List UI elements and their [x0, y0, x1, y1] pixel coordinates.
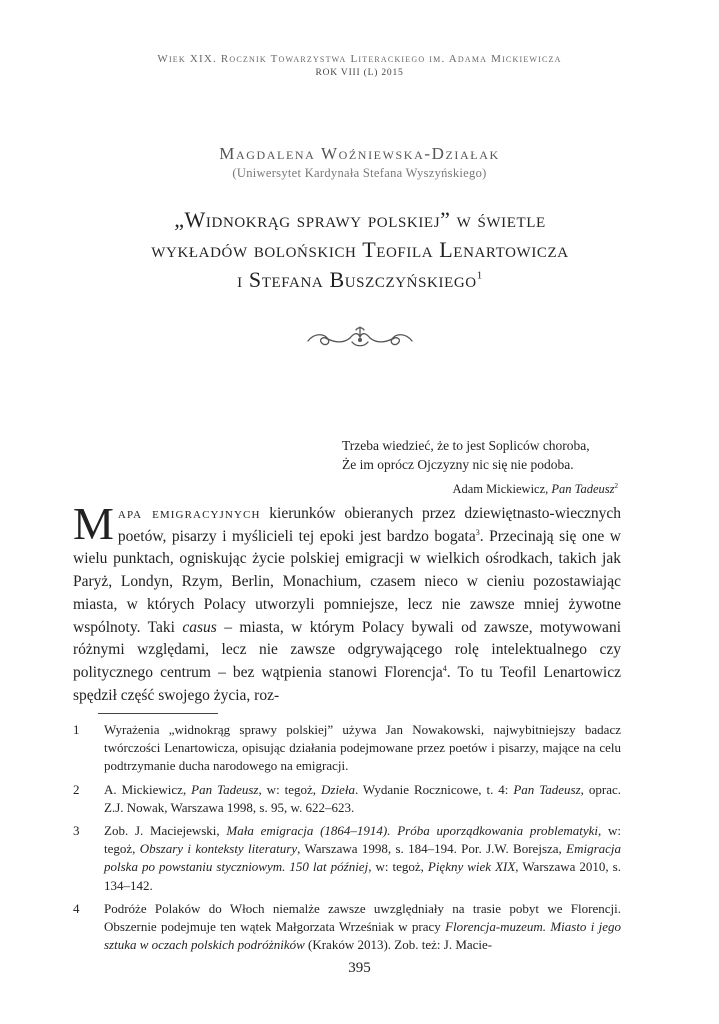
footnote-italic: Mała emigracja (1864–1914). Próba uporządkowania problematyki [226, 823, 599, 839]
footnote-text: (Kraków 2013). Zob. też: J. Macie- [304, 937, 493, 953]
journal-title: Wiek XIX. Rocznik Towarzystwa Literackiego im. Adama Mickiewicza [157, 53, 562, 65]
footnote-italic: Dzieła [321, 781, 355, 797]
title-footnote-ref[interactable]: 1 [476, 269, 483, 282]
footnote-4 [73, 900, 621, 955]
running-header [0, 53, 719, 78]
journal-issue: ROK VIII (L) 2015 [315, 68, 404, 78]
article-title [60, 205, 660, 295]
footnote-number: 2 [73, 781, 80, 797]
title-line-1: „Widnokrąg sprawy polskiej” w świetle [174, 207, 546, 232]
epigraph-attribution [300, 477, 618, 499]
footnote-italic: Obszary i konteksty literatury [139, 841, 298, 857]
casus-term: casus [182, 618, 217, 636]
body-text-segment: . To tu Teofil Lenartowicz spędził część swojego życia, roz- [73, 663, 621, 704]
epigraph-author: Adam Mickiewicz, [452, 482, 549, 497]
footnote-ref-4[interactable]: 4 [442, 663, 447, 673]
author-block [0, 144, 719, 181]
footnote-text: , Warszawa 2010, s. 134–142. [104, 859, 621, 893]
footnote-text: A. Mickiewicz, [104, 781, 192, 797]
author-name: Magdalena Woźniewska-Działak [219, 144, 500, 163]
body-paragraph [73, 498, 621, 707]
floral-ornament-icon [300, 323, 420, 351]
drop-cap: M [73, 498, 114, 549]
footnote-text: , w: tegoż, [104, 823, 622, 857]
footnote-italic: Piękny wiek XIX [427, 859, 516, 875]
author-affiliation: (Uniwersytet Kardynała Stefana Wyszyńskiego) [232, 166, 487, 180]
body-text-segment: kierunków obieranych przez dziewiętnasto-wiecznych poetów, pisarzy i myślicieli tej epoki jest bardzo bogata [117, 505, 621, 545]
footnote-separator [98, 713, 218, 714]
body-text-segment: – miasta, w którym Polacy bywali od zawsze, motywowani różnymi względami, lecz nie zawsze odgrywającego rolę intelektualnego czy politycznego centrum – bez wątpienia stanowi Florencja [73, 618, 621, 681]
footnote-italic: Pan Tadeusz [191, 781, 259, 797]
footnote-italic: Florencja-muzeum. Miasto i jego sztuka w oczach polskich podróżników [104, 919, 621, 953]
footnote-3 [73, 822, 621, 895]
footnote-number: 3 [73, 823, 80, 839]
footnotes [73, 721, 621, 959]
footnote-text: , w: tegoż, [258, 781, 321, 797]
footnote-italic: Emigracja polska po powstaniu styczniowym. 150 lat później [104, 841, 622, 875]
epigraph [300, 436, 618, 499]
footnote-ref-3[interactable]: 3 [475, 527, 480, 537]
epigraph-verse-1: Trzeba wiedzieć, że to jest Sopliców choroba, [342, 438, 590, 453]
footnote-number: 1 [73, 722, 80, 737]
footnote-1 [73, 721, 621, 776]
epigraph-verse-2: Że im oprócz Ojczyzny nic się nie podoba. [342, 457, 574, 472]
body-text-segment: . Przecinają się one w wielu punktach, ogniskując życie polskiej emigracji w wielkich ośrodkach, takich jak Paryż, Londyn, Rzym, Berlin, Monachium, czasem nieco w cieniu pozostawiając miasta, w których Polacy utworzyli pomniejsze, lecz nie zawsze mniej żywotne wspólnoty. Taki [73, 527, 621, 636]
footnote-text: , Warszawa 1998, s. 184–194. Por. J.W. Borejsza, [297, 841, 567, 857]
footnote-2 [73, 781, 621, 817]
footnote-text: . Wydanie Rocznicowe, t. 4: [354, 781, 514, 797]
footnote-text: , oprac. Z.J. Nowak, Warszawa 1998, s. 95, w. 622–623. [104, 781, 621, 815]
epigraph-work: Pan Tadeusz [551, 482, 615, 497]
lead-in-smallcaps: apa emigracyjnych [117, 505, 261, 522]
page-number: 395 [348, 960, 371, 976]
title-line-2: wykładów bolońskich Teofila Lenartowicza [151, 237, 569, 262]
footnote-italic: Pan Tadeusz [513, 781, 581, 797]
epigraph-footnote-ref[interactable]: 2 [614, 482, 618, 490]
footnote-text: , w: tegoż, [368, 859, 428, 875]
footnote-text: Podróże Polaków do Włoch niemalże zawsze uwzględniały na trasie pobyt we Florencji. Obszernie podejmuje ten wątek Małgorzata Wrześniak w pracy [104, 900, 621, 935]
footnote-text: Zob. J. Maciejewski, [104, 823, 227, 839]
footnote-number: 4 [73, 900, 80, 916]
footnote-text: Wyrażenia „widnokrąg sprawy polskiej” używa Jan Nowakowski, najwybitniejszy badacz twórczości Lenartowicza, opisując działania podejmowane przez poetów i pisarzy, mające na celu podtrzymanie ducha narodowego na emigracji. [104, 722, 621, 774]
title-line-3: i Stefana Buszczyńskiego [237, 267, 477, 292]
